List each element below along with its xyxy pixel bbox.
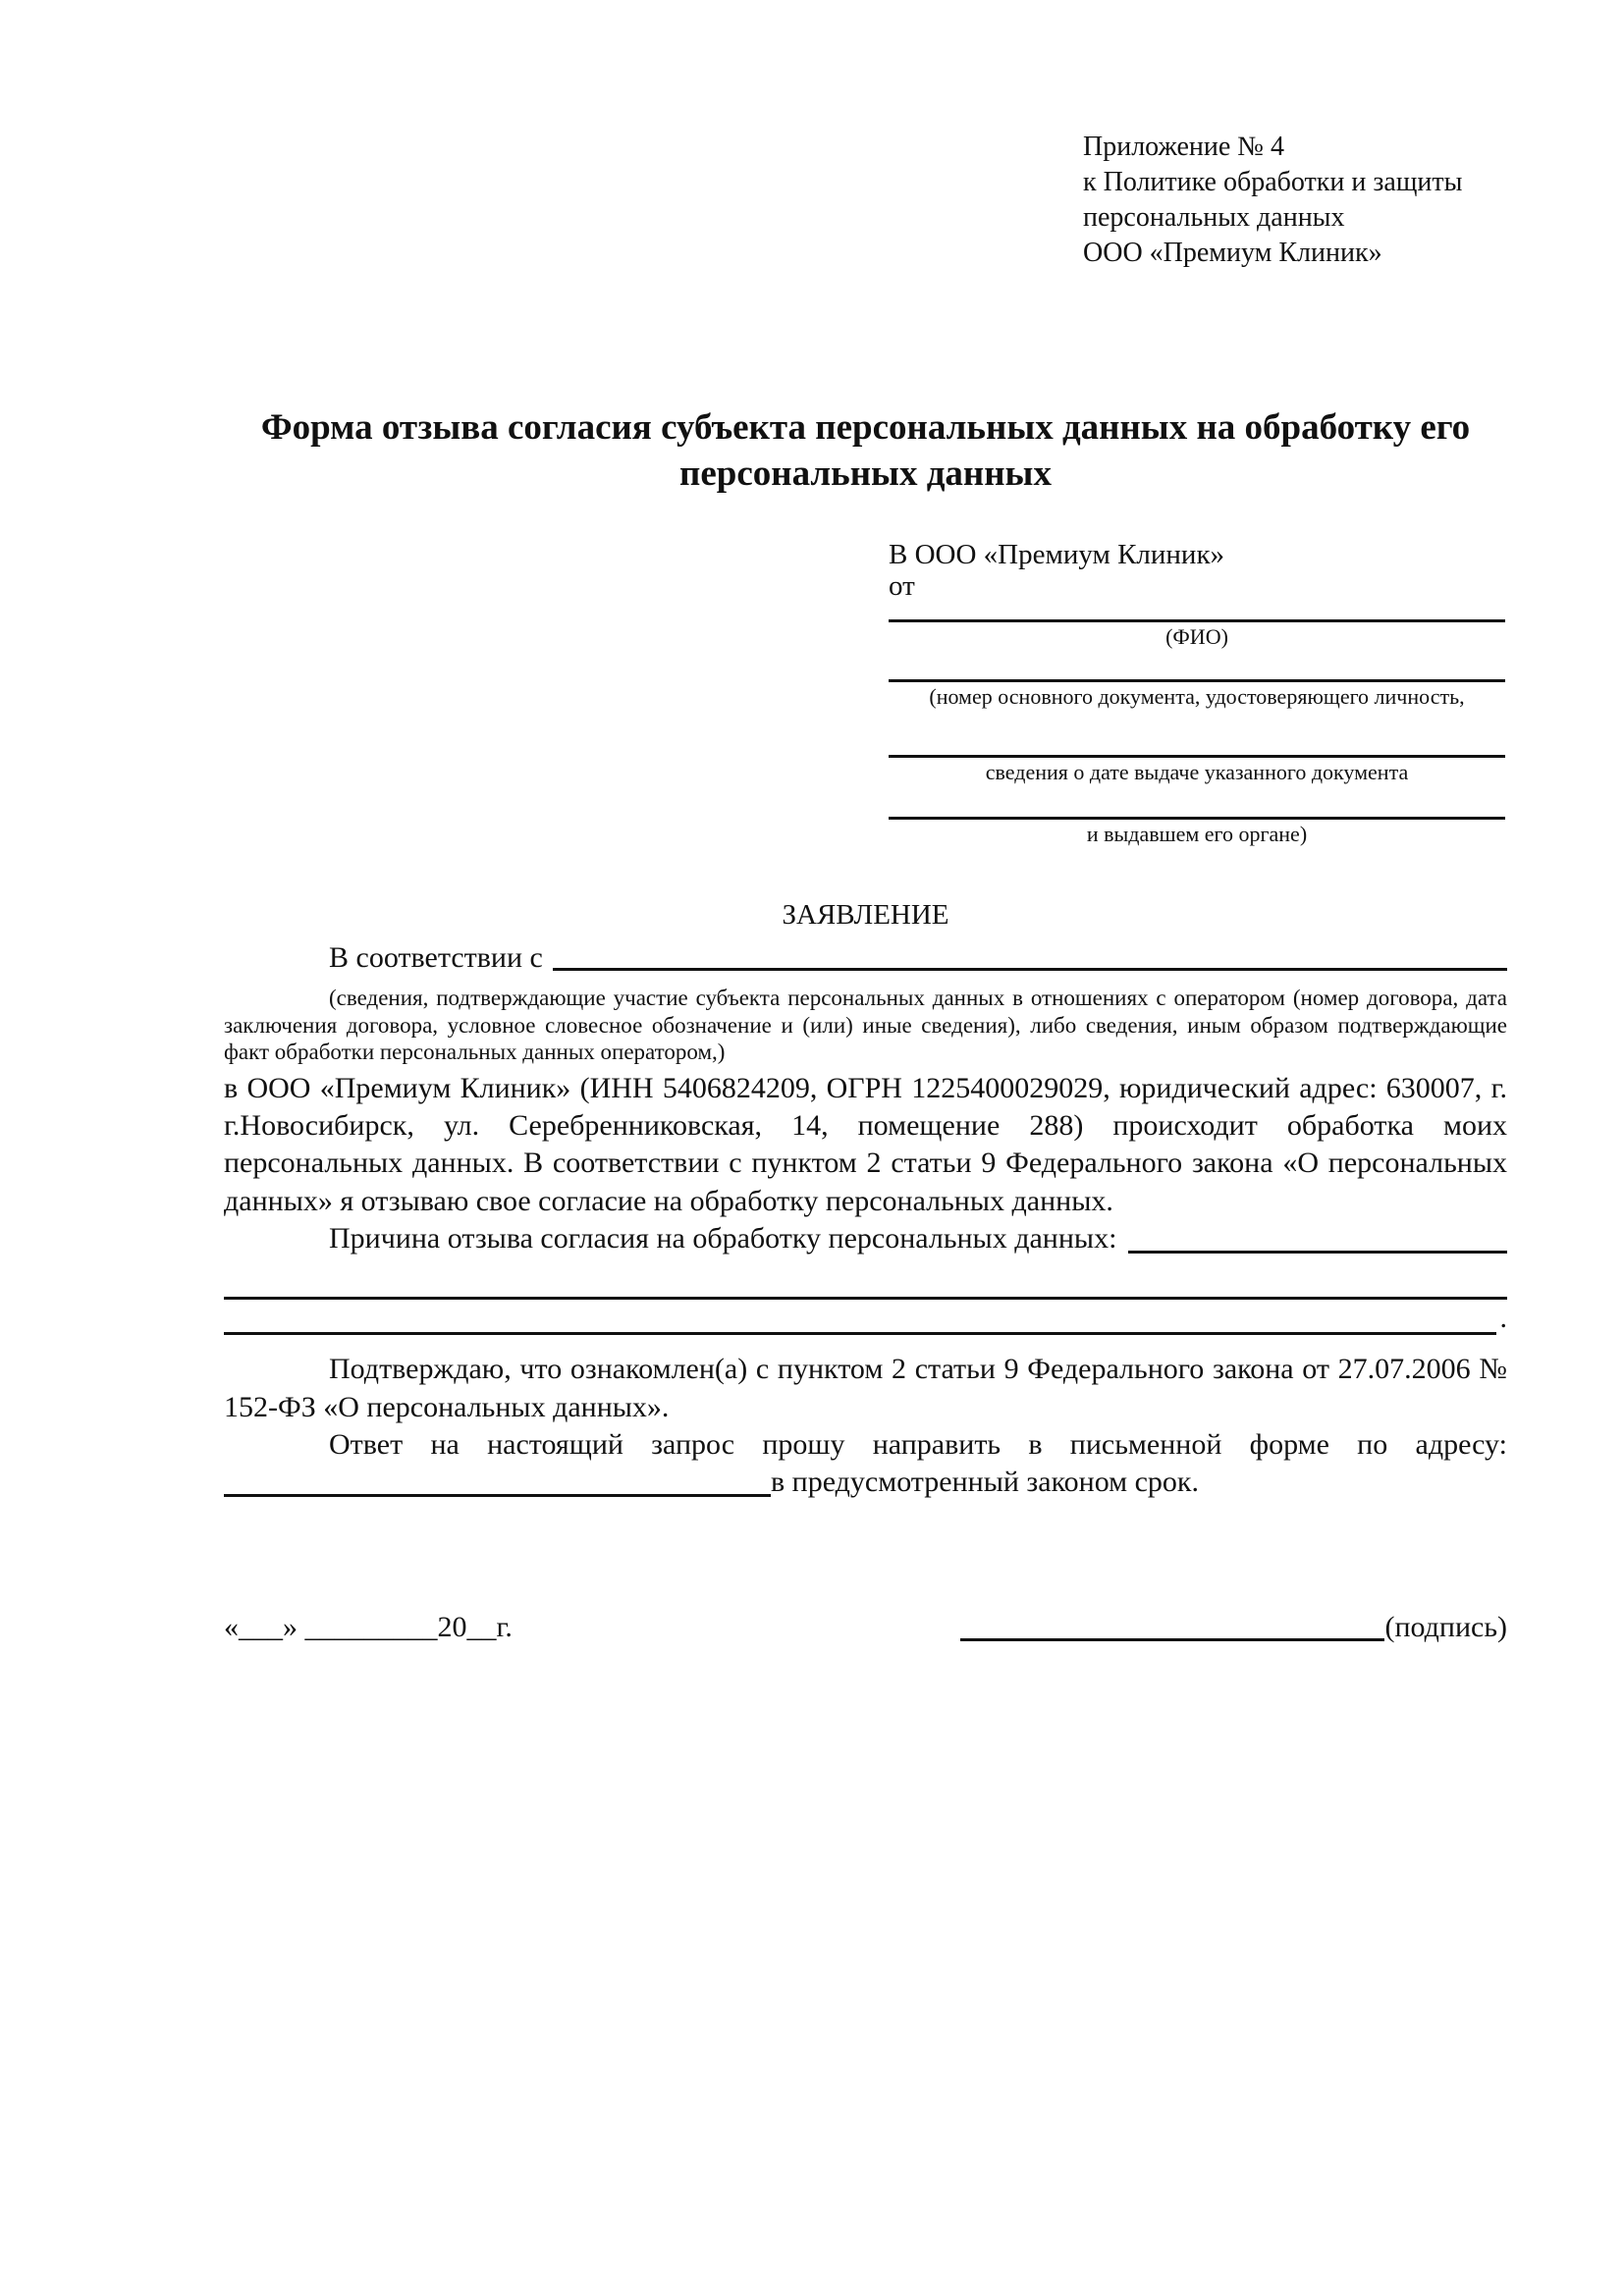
reply-address-line: Ответ на настоящий запрос прошу направить в письменной форме по адресу: xyxy=(329,1427,1507,1461)
reply-suffix: в предусмотренный законом срок. xyxy=(771,1466,1199,1499)
fio-caption: (ФИО) xyxy=(1165,624,1228,649)
appendix-note xyxy=(1083,130,1462,271)
addressee-block xyxy=(889,535,1505,849)
fio-blank-line xyxy=(889,598,1505,622)
appendix-line: ООО «Премиум Клиник» xyxy=(1083,238,1382,268)
statement-heading: ЗАЯВЛЕНИЕ xyxy=(782,899,949,931)
date-fill-in: «___» _________20__г. xyxy=(224,1611,513,1643)
fine-print-note: (сведения, подтверждающие участие субъекта персональных данных в отношениях с оператором (номер договора, дата заключения договора, условное словесное обозначение и (или) иные сведения), либо сведения, иным образом подтверждающие факт обработки персональных данных оператором,) xyxy=(224,986,1507,1064)
appendix-line: Приложение № 4 xyxy=(1083,132,1284,162)
intro-prefix: В соответствии с xyxy=(329,941,543,974)
reason-continuation-line-1 xyxy=(224,1259,1507,1300)
reason-blank-line xyxy=(1128,1220,1507,1254)
signature-blank-line xyxy=(960,1608,1384,1641)
intro-blank-line xyxy=(553,939,1507,971)
document-number-caption: (номер основного документа, удостоверяющего личность, xyxy=(929,684,1465,709)
signature-group xyxy=(960,1608,1507,1647)
reason-blank-line-2 xyxy=(224,1300,1496,1335)
confirmation-paragraph: Подтверждаю, что ознакомлен(а) с пунктом 2 статьи 9 Федерального закона от 27.07.2006 № 152-ФЗ «О персональных данных». xyxy=(224,1353,1507,1423)
reason-label: Причина отзыва согласия на обработку персональных данных: xyxy=(329,1222,1117,1255)
addressee-organization: В ООО «Премиум Клиник» xyxy=(889,539,1225,570)
intro-line xyxy=(224,939,1507,977)
reason-continuation-line-2 xyxy=(224,1300,1507,1337)
signature-caption: (подпись) xyxy=(1384,1611,1507,1643)
form-title: Форма отзыва согласия субъекта персональных данных на обработку его персональных данных xyxy=(260,407,1471,494)
reason-line xyxy=(224,1220,1507,1259)
reply-blank-row xyxy=(224,1464,1507,1503)
appendix-line: персональных данных xyxy=(1083,202,1345,233)
document-number-blank-line xyxy=(889,652,1505,682)
addressee-from-label: от xyxy=(889,570,915,602)
statement-body: в ООО «Премиум Клиник» (ИНН 5406824209, ОГРН 1225400029029, юридический адрес: 630007, г. г.Новосибирск, ул. Серебренниковская, 14, помещение 288) происходит обработка моих персональных данных. В соответствии с пунктом 2 статьи 9 Федерального закона «О персональных данных» я отзываю свое согласие на обработку персональных данных. xyxy=(224,1071,1507,1217)
appendix-line: к Политике обработки и защиты xyxy=(1083,167,1463,197)
line-terminator: . xyxy=(1499,1302,1507,1335)
issuing-authority-caption: и выдавшем его органе) xyxy=(1086,822,1308,846)
issue-date-caption: сведения о дате выдаче указанного документа xyxy=(985,760,1409,784)
statement-section xyxy=(224,896,1507,1503)
issue-date-blank-line xyxy=(889,712,1505,758)
reply-address-blank-line xyxy=(224,1464,771,1497)
footer-row xyxy=(224,1608,1507,1647)
issuing-authority-blank-line xyxy=(889,787,1505,820)
